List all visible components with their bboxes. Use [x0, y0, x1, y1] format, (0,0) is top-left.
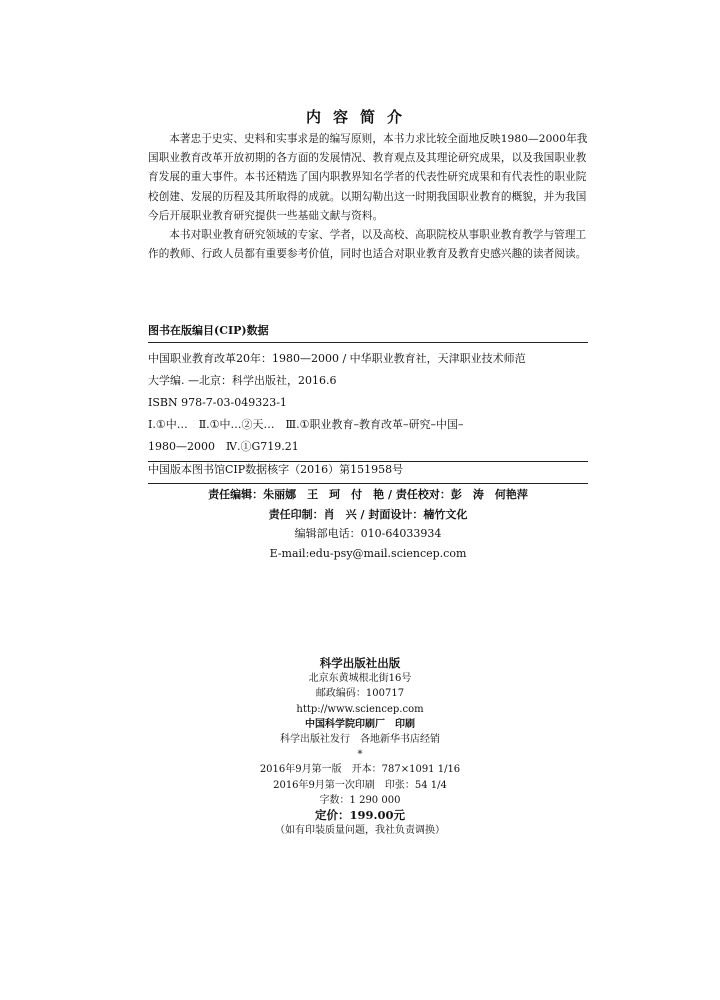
- cip-bottom-rule: [148, 483, 588, 484]
- publisher-url: http://www.sciencep.com: [296, 703, 424, 715]
- cip-isbn: ISBN 978-7-03-049323-1: [148, 396, 287, 409]
- summary-paragraph-2: 本书对职业教育研究领域的专家、学者，以及高校、高职院校从事职业教育教学与管理工作的教师、行政人员都有重要参考价值，同时也适合对职业教育及教育史感兴趣的读者阅读。: [148, 229, 587, 261]
- publisher-printing: 2016年9月第一次印刷 印张：54 1/4: [273, 779, 447, 791]
- cip-heading: 图书在版编目(CIP)数据: [148, 324, 269, 337]
- summary-body: [148, 130, 588, 264]
- publisher-edition: 2016年9月第一版 开本：787×1091 1/16: [259, 764, 461, 776]
- summary-paragraph-1: 本著忠于史实、史料和实事求是的编写原则，本书力求比较全面地反映1980—2000年我国职业教育改革开放初期的各方面的发展情况、教育观点及其理论研究成果，以及我国职业教育发展的重大事件。本书还精选了国内职教界知名学者的代表性研究成果和有代表性的职业院校创建、发展的历程及其所取得的成就。以期勾勒出这一时期我国职业教育的概貌，并为我国今后开展职业教育研究提供一些基础文献与资料。: [148, 133, 588, 222]
- cip-block: [148, 348, 588, 458]
- publisher-block: [0, 656, 720, 838]
- cip-core-no: 中国版本图书馆CIP数据核字（2016）第151958号: [148, 463, 404, 476]
- publisher-printer: 中国科学院印刷厂 印刷: [305, 718, 415, 730]
- cip-entry-line-2: 大学编. —北京：科学出版社，2016.6: [148, 374, 337, 387]
- publisher-price: 定价：199.00元: [314, 808, 405, 823]
- publisher-notice: （如有印装质量问题，我社负责调换）: [275, 825, 445, 837]
- cip-class-line-1: Ⅰ.①中… Ⅱ.①中…②天… Ⅲ.①职业教育–教育改革–研究–中国–: [148, 418, 464, 431]
- credits-production: 责任印制：肖 兴 / 封面设计：楠竹文化: [268, 507, 468, 521]
- summary-title: 内容简介: [305, 108, 414, 126]
- cip-top-rule: [148, 342, 588, 343]
- credits-editors: 责任编辑：朱丽娜 王 珂 付 艳 / 责任校对：彭 涛 何艳萍: [208, 488, 528, 501]
- cip-class-line-2: 1980—2000 Ⅳ.①G719.21: [148, 440, 299, 453]
- publisher-postcode: 邮政编码：100717: [315, 688, 405, 700]
- publisher-name: 科学出版社出版: [319, 656, 401, 670]
- publisher-star: *: [357, 749, 363, 761]
- credits-block: [148, 485, 588, 563]
- cip-entry-line-1: 中国职业教育改革20年：1980—2000 / 中华职业教育社，天津职业技术师范: [148, 352, 526, 365]
- credits-email: E-mail:edu-psy@mail.sciencep.com: [269, 546, 467, 560]
- publisher-address: 北京东黄城根北街16号: [308, 673, 412, 685]
- publisher-words: 字数：1 290 000: [319, 794, 401, 806]
- publisher-distribution: 科学出版社发行 各地新华书店经销: [280, 734, 440, 746]
- credits-phone: 编辑部电话：010-64033934: [294, 527, 442, 540]
